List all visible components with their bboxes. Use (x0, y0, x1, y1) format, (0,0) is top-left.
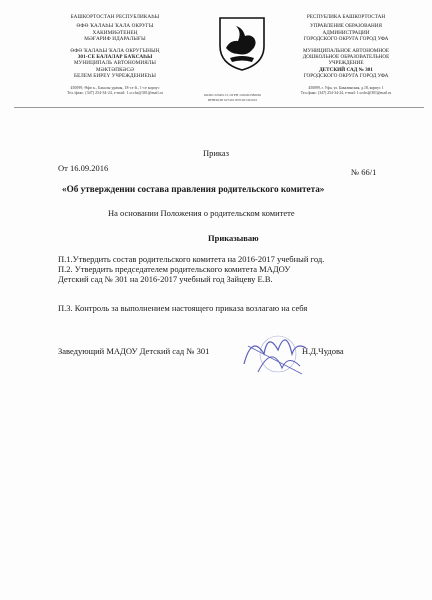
order-heading: Приказываю (208, 233, 259, 243)
header-left-line: 301-СЕ БАЛАЛАР БАҠСАҺЫ (77, 54, 153, 61)
order-point-2-continued: Детский сад № 301 на 2016-2017 учебный год Зайцеву Е.В. (58, 274, 273, 284)
header-left-contacts: Тел./факс: (347) 254-34-24, e-mail: 1.scchs@301@mail.ru (66, 90, 164, 95)
order-point-2: П.2. Утвердить председателем родительского комитета МАДОУ (58, 264, 291, 274)
header-left-line: БЕЛЕМ БИРЕҮ УЧРЕЖДЕНИЕҺЫ (74, 73, 156, 80)
document-subject: «Об утверждении состава правления родительского комитета» (62, 184, 325, 194)
ufa-coat-of-arms-icon (216, 14, 268, 72)
order-points (58, 254, 418, 284)
header-right-line: АДМИНИСТРАЦИИ (322, 29, 370, 36)
header-divider (14, 107, 424, 108)
header-left-bashkir (40, 14, 190, 96)
header-left-line: ХАКИМИӘТЕНЕҢ (92, 29, 138, 36)
okpo-code: ОКПО 22040113, ОГРН 1020202386062 (203, 93, 262, 97)
header-right-contacts: Тел./факс: (347) 254-34-24, e-mail: 1.scchs@301@mail.ru (300, 90, 392, 95)
signer-name: Н.Д.Чудова (302, 346, 344, 356)
header-right-line: ДЕТСКИЙ САД № 301 (319, 66, 373, 73)
header-left-line: МӘҒАРИФ ИДАРАЛЫҒЫ (84, 36, 146, 43)
header-left-line: ӨФӨ ҠАЛАҺЫ ҠАЛА ОКРУГЫ (76, 23, 154, 30)
order-point-1: П.1.Утвердить состав родительского комитета на 2016-2017 учебный год. (58, 254, 325, 264)
header-right-russian (276, 14, 416, 96)
header-right-line: УПРАВЛЕНИЕ ОБРАЗОВАНИЯ (309, 23, 383, 30)
header-right-line: ДОШКОЛЬНОЕ ОБРАЗОВАТЕЛЬНОЕ (302, 54, 390, 61)
header-right-address-line: 450099, г. Уфа, ул. Бакалинская, д.18, корпус 1 (308, 85, 384, 90)
document-basis: На основании Положения о родительском комитете (108, 208, 295, 218)
order-point-3: П.3. Контроль за выполнением настоящего приказа возлагаю на себя (58, 303, 308, 313)
header-right-line: РЕСПУБЛИКА БАШКОРТОСТАН (306, 14, 386, 20)
document-number: № 66/1 (351, 167, 377, 177)
signature-stamp-icon (238, 324, 312, 384)
header-left-line: МУНИЦИПАЛЬ АВТОНОМИЯЛЫ (73, 60, 157, 67)
header-right-address (276, 86, 416, 96)
header-left-address (40, 86, 190, 96)
header-right-line: УЧРЕЖДЕНИЕ (328, 60, 364, 67)
document-date: От 16.09.2016 (58, 163, 109, 173)
header-right-line: ГОРОДСКОГО ОКРУГА ГОРОД УФА (303, 36, 389, 43)
registration-codes (195, 93, 270, 102)
header-left-address-line: 450099, Өфө к., Бакалы урамы, 18-се й., 1-се корпус (70, 85, 160, 90)
header-left-line: ӨФӨ ҠАЛАҺЫ ҠАЛА ОКРУГЫНЫҢ (70, 47, 160, 54)
document-title: Приказ (202, 148, 230, 158)
inn-code: ИНН/КПП 0274101970/027401001 (207, 97, 258, 102)
header-right-line: МУНИЦИПАЛЬНОЕ АВТОНОМНОЕ (303, 47, 389, 54)
signature-position: Заведующий МАДОУ Детский сад № 301 (58, 346, 210, 356)
header-right-line: ГОРОДСКОГО ОКРУГА ГОРОД УФА (303, 73, 389, 80)
header-left-line: МӘКТӘПКӘСӘ (96, 66, 134, 73)
header-left-line: БАШКОРТОСТАН РЕСПУБЛИКАҺЫ (70, 14, 160, 20)
